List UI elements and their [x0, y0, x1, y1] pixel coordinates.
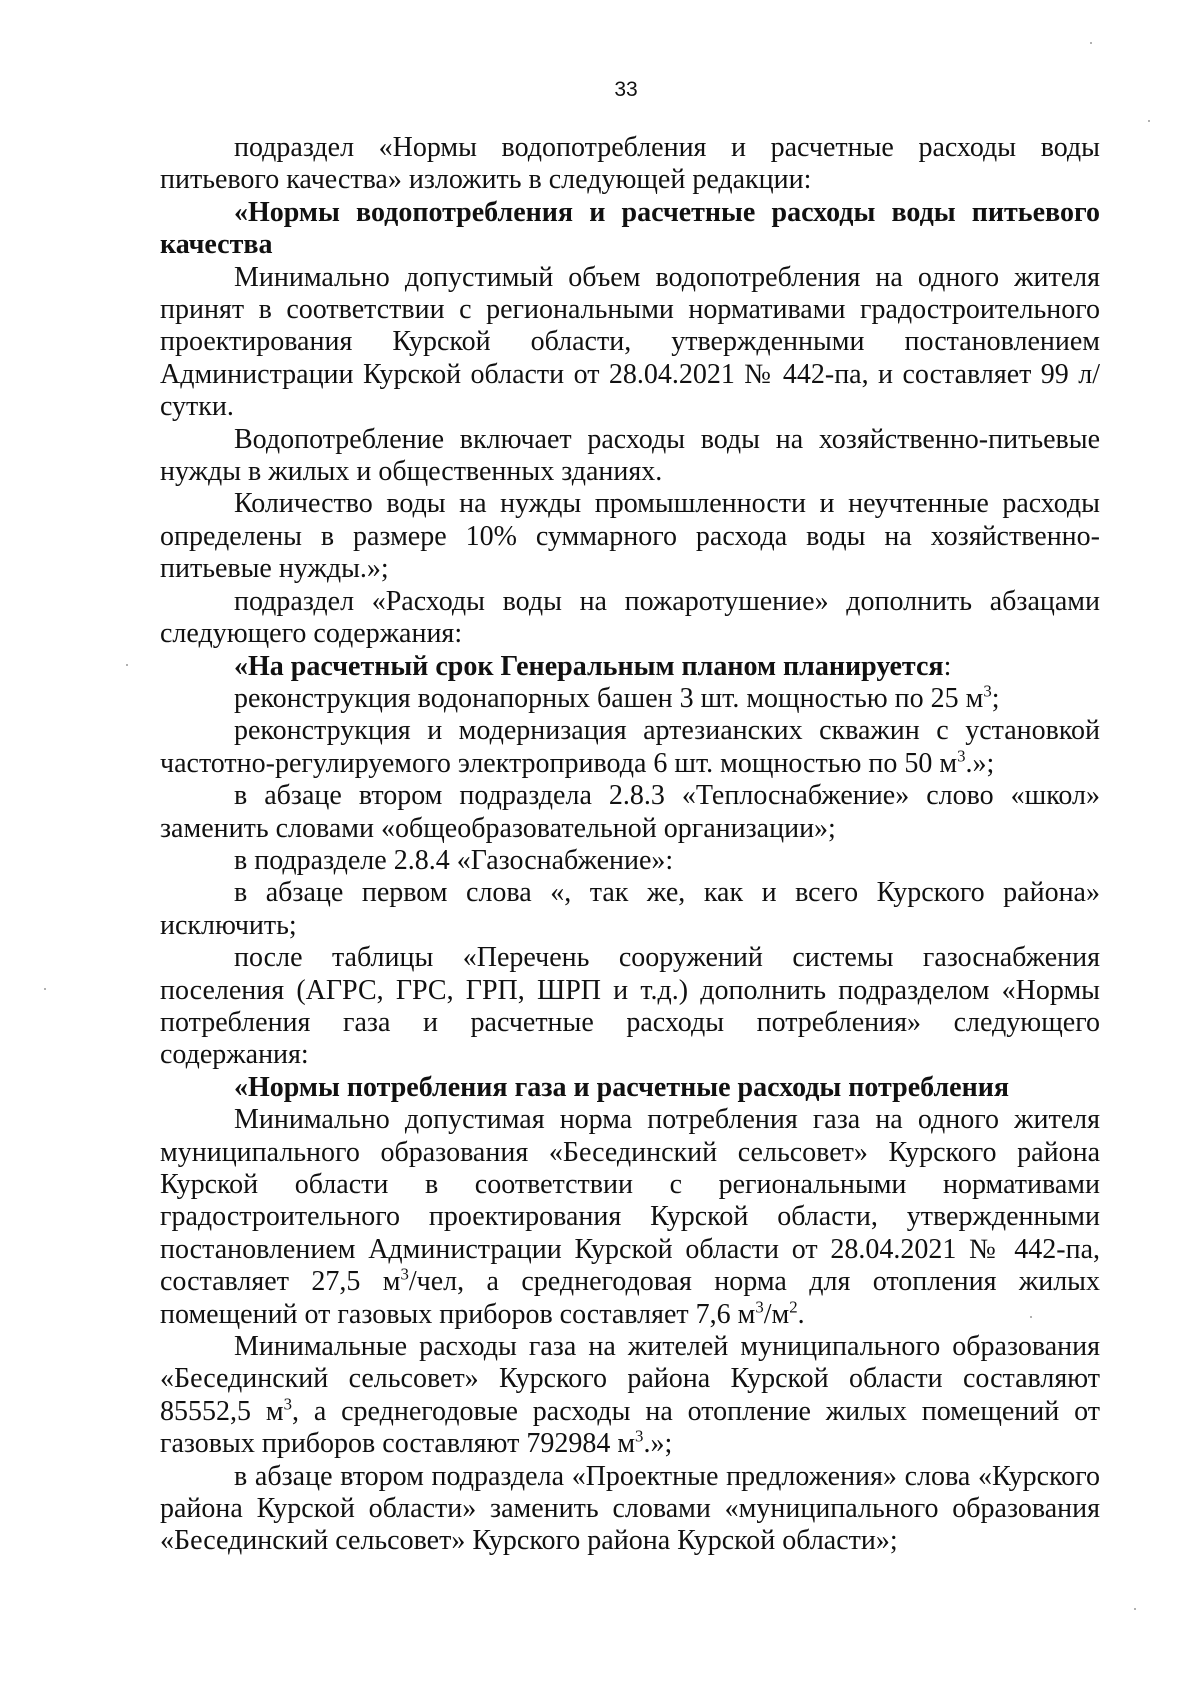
paragraph-project-proposals: в абзаце втором подраздела «Проектные предложения» слова «Курского района Курской области» заменить словами «муниципального образования «Бесединский сельсовет» Курского района Курской области»; — [160, 1460, 1100, 1557]
scan-speck — [1134, 1608, 1136, 1610]
paragraph-gas-subsection: в подразделе 2.8.4 «Газоснабжение»: — [234, 844, 674, 876]
scan-speck — [1148, 120, 1150, 122]
text-fragment: ; — [991, 682, 1000, 714]
page-number: 33 — [614, 78, 638, 101]
text-fragment: Минимальные расходы газа на жителей муниципального образования «Бесединский сельсовет» Курского района Курской области составляют 85552,5 м — [160, 1331, 1100, 1427]
superscript: 3 — [635, 1426, 644, 1446]
heading-water-norms: «Нормы водопотребления и расчетные расходы воды питьевого качества — [160, 196, 1100, 261]
scan-speck — [44, 988, 46, 990]
superscript: 3 — [983, 681, 992, 701]
paragraph-water-towers — [160, 683, 1100, 715]
paragraph-industry-water: Количество воды на нужды промышленности и неучтенные расходы определены в размере 10% суммарного расхода воды на хозяйственно-питьевые нужды.»; — [160, 488, 1100, 585]
scan-speck — [1030, 1316, 1032, 1318]
superscript: 3 — [400, 1264, 409, 1284]
document-body — [160, 132, 1100, 1558]
superscript: 3 — [957, 746, 966, 766]
heading-planned — [160, 651, 1100, 683]
scan-speck — [1090, 42, 1092, 44]
text-fragment: реконструкция водонапорных башен 3 шт. мощностью по 25 м — [234, 682, 984, 714]
heading-planned-text: «На расчетный срок Генеральным планом планируется — [234, 650, 944, 682]
paragraph-gas-exclude: в абзаце первом слова «, так же, как и всего Курского района» исключить; — [160, 877, 1100, 941]
text-fragment: Минимально допустимая норма потребления газа на одного жителя муниципального образования «Бесединский сельсовет» Курского района Курской области в соответствии с региональными нормативами градостроительного проектирования Курской области, утвержденными постановлением Администрации Курской области от 28.04.2021 № 442-па, составляет 27,5 м — [160, 1104, 1100, 1298]
text-fragment: .»; — [965, 747, 995, 779]
paragraph-gas-minimum — [160, 1104, 1100, 1331]
superscript: 3 — [755, 1297, 764, 1317]
scan-speck — [126, 664, 128, 666]
heading-gas-norms: «Нормы потребления газа и расчетные расходы потребления — [234, 1071, 1010, 1103]
text-fragment: , а среднегодовые расходы на отопление жилых помещений от газовых приборов составляют 792984 м — [160, 1395, 1100, 1460]
text-fragment: .»; — [643, 1428, 673, 1460]
text-fragment: /м — [763, 1298, 790, 1330]
paragraph-water-consumption: Водопотребление включает расходы воды на хозяйственно-питьевые нужды в жилых и общественных зданиях. — [160, 423, 1100, 488]
paragraph-wells — [160, 715, 1100, 780]
paragraph-intro: подраздел «Нормы водопотребления и расчетные расходы воды питьевого качества» изложить в следующей редакции: — [160, 132, 1100, 196]
text-fragment: /чел, а среднегодовая норма для отопления жилых помещений от газовых приборов составляет 7,6 м — [160, 1266, 1100, 1330]
text-fragment: . — [797, 1298, 805, 1330]
paragraph-water-minimum: Минимально допустимый объем водопотребления на одного жителя принят в соответствии с региональными нормативами градостроительного проектирования Курской области, утвержденными постановлением Администрации Курской области от 28.04.2021 № 442-па, и составляет 99 л/сутки. — [160, 261, 1100, 423]
paragraph-heating: в абзаце втором подраздела 2.8.3 «Теплоснабжение» слово «школ» заменить словами «общеобразовательной организации»; — [160, 780, 1100, 844]
text-fragment: реконструкция и модернизация артезианских скважин с установкой частотно-регулируемого электропривода 6 шт. мощностью по 50 м — [160, 715, 1100, 779]
paragraph-gas-table: после таблицы «Перечень сооружений системы газоснабжения поселения (АГРС, ГРС, ГРП, ШРП и т.д.) дополнить подразделом «Нормы потребления газа и расчетные расходы потребления» следующего содержания: — [160, 942, 1100, 1071]
superscript: 2 — [789, 1297, 798, 1317]
paragraph-firefighting: подраздел «Расходы воды на пожаротушение» дополнить абзацами следующего содержания: — [160, 585, 1100, 650]
heading-planned-colon: : — [943, 650, 952, 682]
superscript: 3 — [283, 1394, 292, 1414]
paragraph-gas-consumption — [160, 1331, 1100, 1461]
